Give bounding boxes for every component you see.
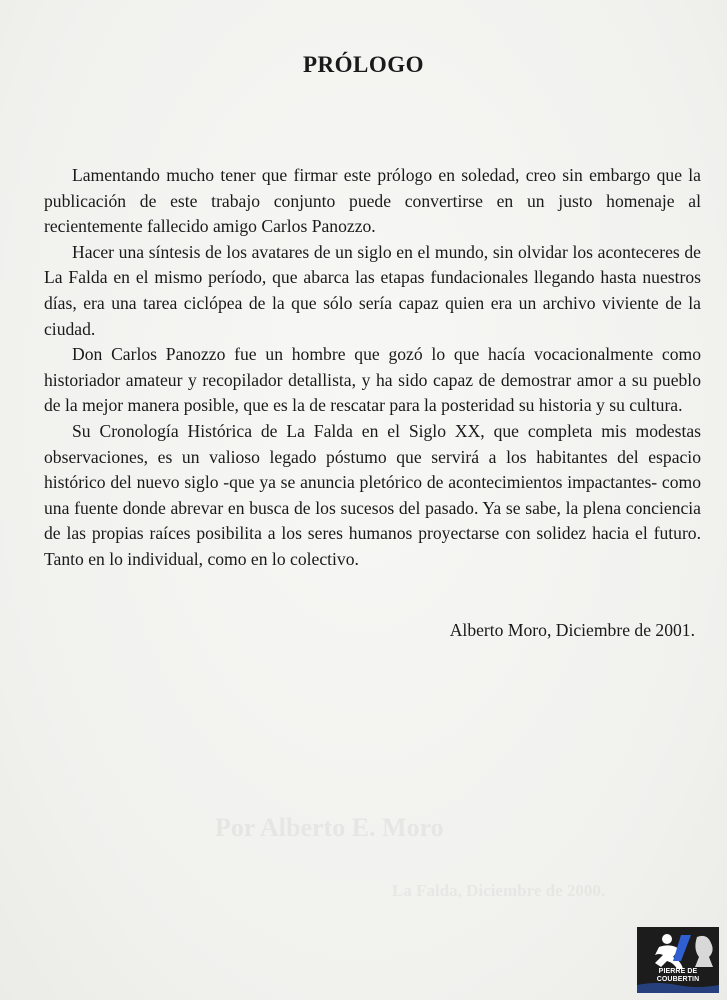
logo-caption: PIERRE DE COUBERTIN (656, 968, 700, 983)
paragraph-2: Hacer una síntesis de los avatares de un siglo en el mundo, sin olvidar los aconteceres de La Falda en el mismo período, que abarca las etapas fundacionales llegando hasta nuestros días, era una tarea ciclópea de la que sólo sería capaz quien era un archivo viviente de la ciudad. (44, 241, 701, 339)
paragraph-3: Don Carlos Panozzo fue un hombre que gozó lo que hacía vocacionalmente como historiador amateur y recopilador detallista, y ha sido capaz de demostrar amor a su pueblo de la mejor manera posible, que es la de rescatar para la posteridad su historia y su cultura. (44, 344, 701, 416)
prologue-body (44, 163, 701, 573)
bleed-through-line-2: La Falda, Diciembre de 2000. (392, 881, 606, 900)
runner-head (662, 934, 672, 944)
paragraph-4: Su Cronología Histórica de La Falda en el Siglo XX, que completa mis modestas observaciones, es un valioso legado póstumo que servirá a los habitantes del espacio histórico del nuevo siglo -que ya se anuncia pletórico de acontecimientos impactantes- como una fuente donde abrevar en busca de los sucesos del pasado. Ya se sabe, la plena conciencia de las propias raíces posibilita a los seres humanos proyectarse con solidez hacia el futuro. Tanto en lo individual, como en lo colectivo. (44, 420, 701, 569)
paragraph-1: Lamentando mucho tener que firmar este prólogo en soledad, creo sin embargo que la publicación de este trabajo conjunto puede convertirse en un justo homenaje al recientemente fallecido amigo Carlos Panozzo. (44, 165, 701, 237)
signature: Alberto Moro, Diciembre de 2001. (449, 620, 695, 640)
bleed-through-line-1: Por Alberto E. Moro (215, 813, 444, 842)
page-title: PRÓLOGO (302, 52, 425, 77)
